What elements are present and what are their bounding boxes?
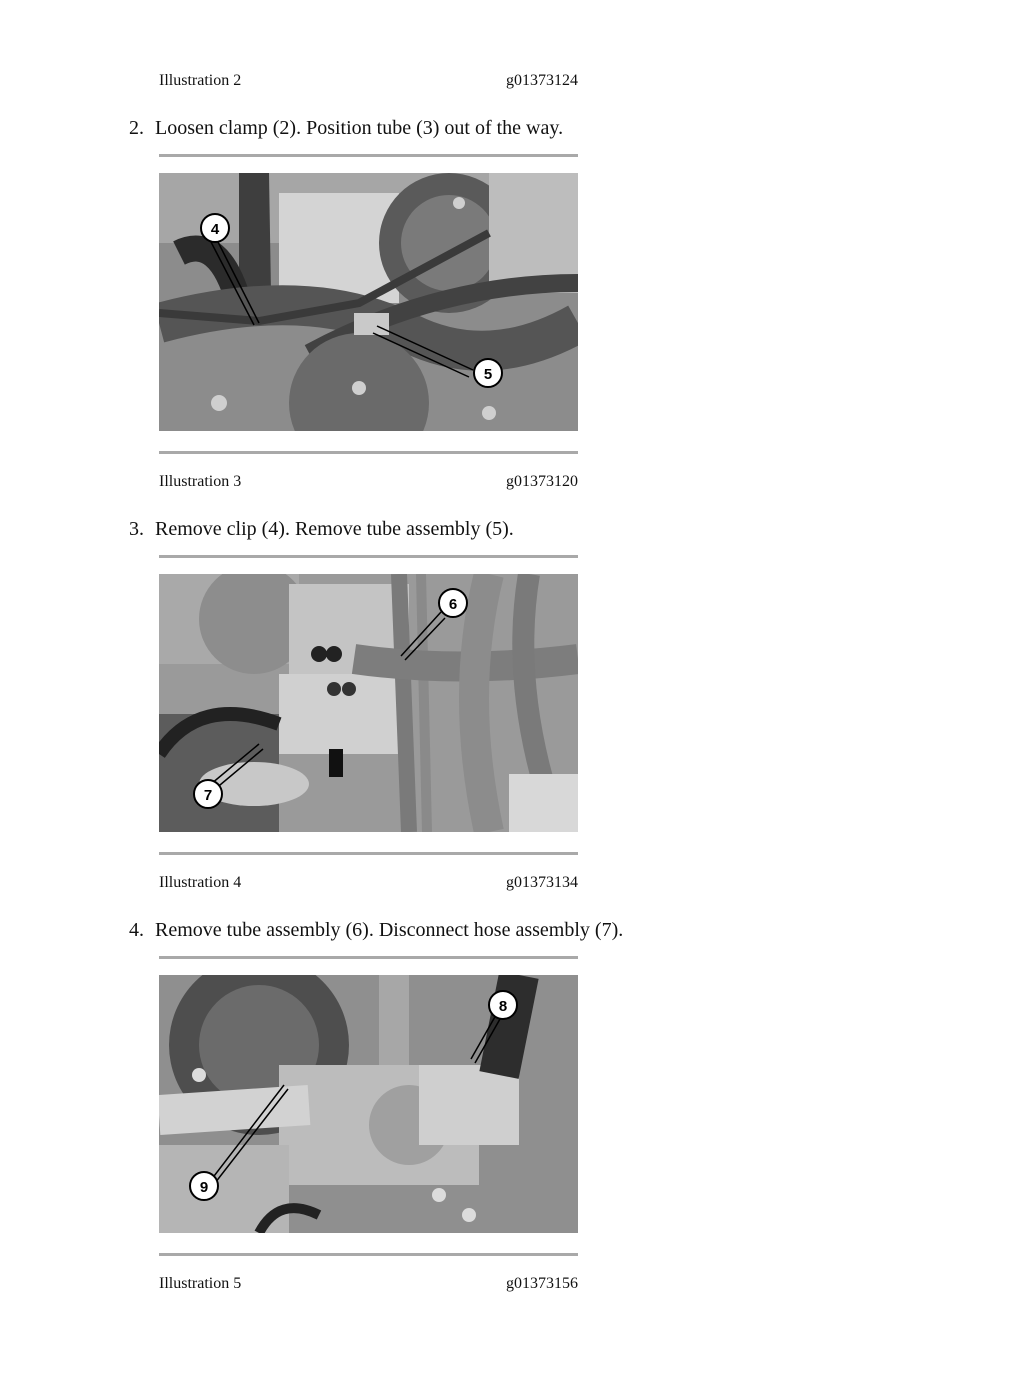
procedure-step bbox=[129, 518, 514, 541]
graphic-id: g01373124 bbox=[506, 72, 578, 89]
illustration-label: Illustration 3 bbox=[159, 473, 242, 490]
figure-top-rule bbox=[159, 154, 578, 157]
graphic-id: g01373120 bbox=[506, 473, 578, 490]
callout-number: 8 bbox=[498, 998, 508, 1015]
callout-number: 4 bbox=[210, 221, 220, 238]
figure-bottom-rule bbox=[159, 451, 578, 454]
callout-number: 6 bbox=[448, 596, 458, 613]
step-number: 2. bbox=[129, 117, 144, 139]
illustration-label: Illustration 5 bbox=[159, 1275, 242, 1292]
step-number: 4. bbox=[129, 919, 144, 941]
figure-top-rule bbox=[159, 555, 578, 558]
engine-photo-illustration-4 bbox=[159, 574, 578, 832]
figure-bottom-rule bbox=[159, 852, 578, 855]
step-text: Loosen clamp (2). Position tube (3) out of the way. bbox=[155, 117, 564, 139]
callout-number: 9 bbox=[199, 1179, 209, 1196]
figure-bottom-rule bbox=[159, 1253, 578, 1256]
illustration-label: Illustration 2 bbox=[159, 72, 242, 89]
graphic-id: g01373134 bbox=[506, 874, 578, 891]
figure-top-rule bbox=[159, 956, 578, 959]
callout-number: 7 bbox=[203, 787, 213, 804]
procedure-step bbox=[129, 919, 623, 942]
procedure-step bbox=[129, 117, 563, 140]
engine-photo-illustration-5 bbox=[159, 975, 578, 1233]
step-text: Remove clip (4). Remove tube assembly (5). bbox=[155, 518, 514, 540]
graphic-id: g01373156 bbox=[506, 1275, 578, 1292]
engine-photo-illustration-3 bbox=[159, 173, 578, 431]
step-text: Remove tube assembly (6). Disconnect hose assembly (7). bbox=[155, 919, 624, 941]
illustration-label: Illustration 4 bbox=[159, 874, 242, 891]
callout-number: 5 bbox=[483, 366, 493, 383]
step-number: 3. bbox=[129, 518, 144, 540]
